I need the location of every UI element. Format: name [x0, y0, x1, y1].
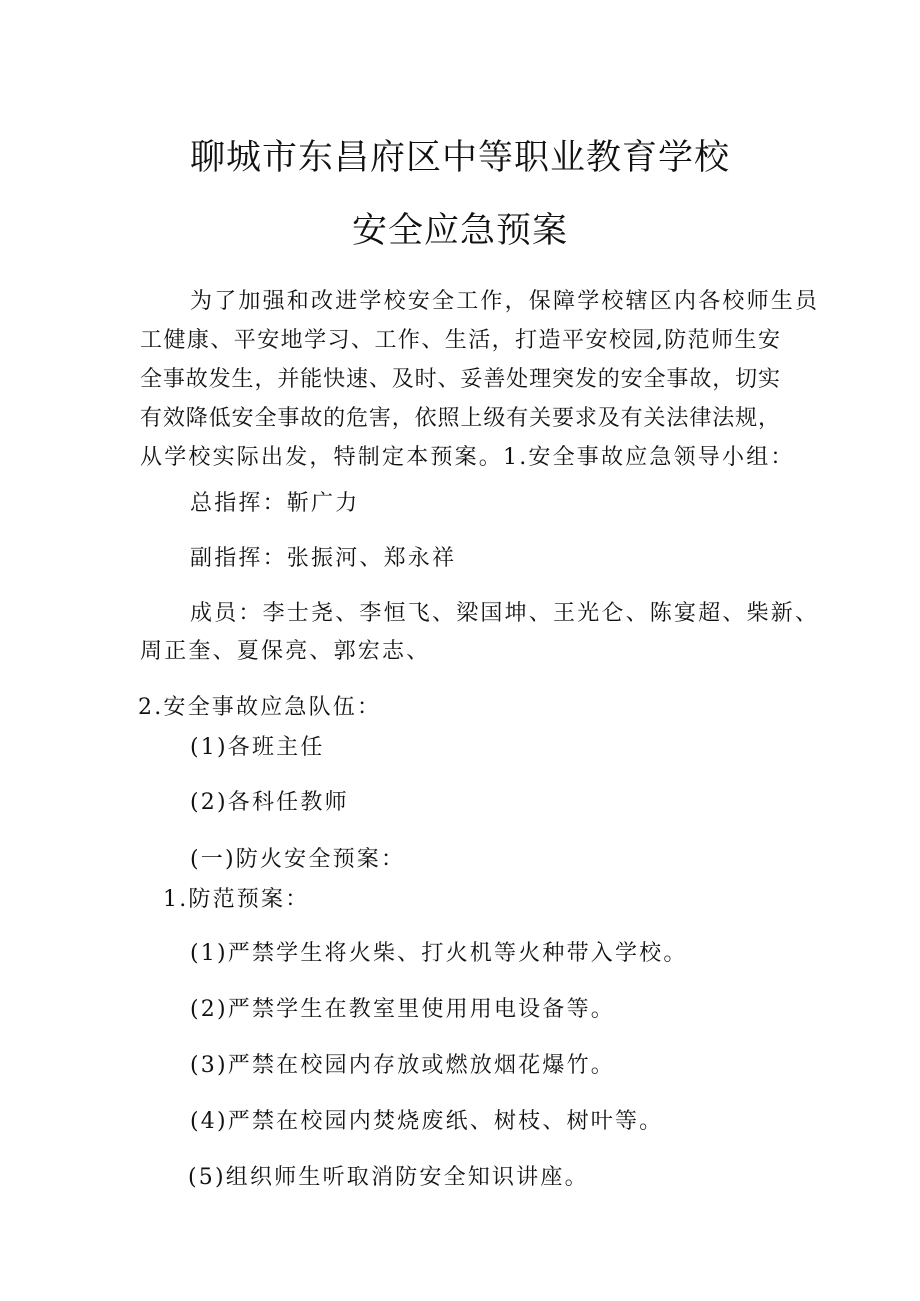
prevention-item: (2)严禁学生在教室里使用用电设备等。 [190, 997, 615, 1022]
prevention-item: (1)严禁学生将火柴、打火机等火种带入学校。 [190, 941, 688, 966]
team-item: (1)各班主任 [190, 735, 325, 760]
members-line: 周正奎、夏保亮、郭宏志、 [140, 639, 431, 664]
intro-paragraph-line: 从学校实际出发，特制定本预案。1.安全事故应急领导小组： [140, 445, 795, 470]
fire-safety-heading: (一)防火安全预案： [190, 847, 406, 872]
document-title-line1: 聊城市东昌府区中等职业教育学校 [189, 138, 730, 178]
team-item: (2)各科任教师 [190, 790, 349, 815]
intro-paragraph-line: 为了加强和改进学校安全工作，保障学校辖区内各校师生员 [190, 289, 820, 314]
prevention-item: (4)严禁在校园内焚烧废纸、树枝、树叶等。 [190, 1109, 664, 1134]
prevention-item: (5)组织师生听取消防安全知识讲座。 [188, 1165, 589, 1190]
intro-paragraph-line: 全事故发生，并能快速、及时、妥善处理突发的安全事故，切实 [140, 367, 780, 392]
team-heading: 2.安全事故应急队伍： [138, 695, 382, 720]
intro-paragraph-line: 有效降低安全事故的危害，依照上级有关要求及有关法律法规， [140, 406, 780, 431]
document-title-line2: 安全应急预案 [351, 211, 568, 251]
prevention-heading: 1.防范预案： [163, 887, 310, 912]
commander-line: 总指挥：靳广力 [190, 491, 360, 516]
members-line: 成员：李士尧、李恒飞、梁国坤、王光仑、陈宴超、柴新、 [190, 601, 820, 626]
prevention-item: (3)严禁在校园内存放或燃放烟花爆竹。 [190, 1053, 615, 1078]
vice-commander-line: 副指挥：张振河、郑永祥 [190, 546, 457, 571]
intro-paragraph-line: 工健康、平安地学习、工作、生活，打造平安校园,防范师生安 [140, 328, 780, 353]
